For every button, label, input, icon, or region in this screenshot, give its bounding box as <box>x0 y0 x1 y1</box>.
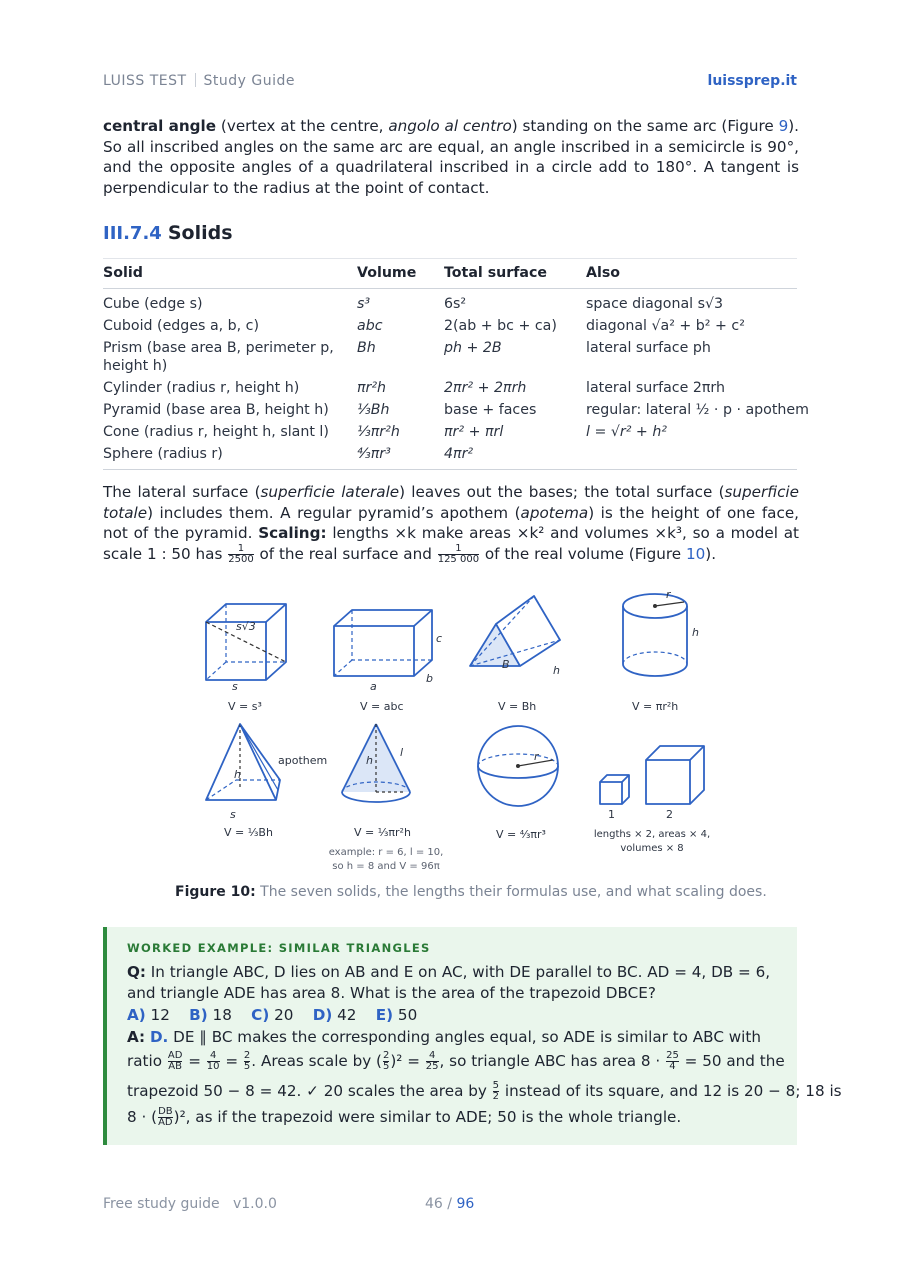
frac-den: 5 <box>243 1061 251 1072</box>
option-value: 42 <box>337 1006 357 1024</box>
cell-solid: Cube (edge s) <box>103 296 203 312</box>
option-letter: C) <box>251 1006 270 1024</box>
answer-text: = 50 and the <box>679 1052 785 1070</box>
p2-term: superficie totale <box>103 483 799 522</box>
prism-formula: V = Bh <box>498 700 537 713</box>
cell-also: lateral surface ph <box>586 340 711 356</box>
p2-term: apotema <box>520 503 589 522</box>
section-heading <box>103 222 233 244</box>
cone-note-line: so h = 8 and V = 96π <box>332 861 440 872</box>
cell-also: space diagonal s√3 <box>586 296 724 312</box>
cylinder-drawing <box>623 594 687 676</box>
cell-surface: 4πr² <box>444 446 474 462</box>
sphere-formula: V = ⁴⁄₃πr³ <box>496 828 546 841</box>
cell-surface: 6s² <box>444 296 467 312</box>
worked-example-box <box>103 927 842 1145</box>
p2-text: ) includes them. A regular pyramid’s apothem ( <box>147 503 521 522</box>
answer-text: trapezoid 50 − 8 = 42. ✓ 20 scales the area by <box>127 1082 492 1100</box>
answer-text: instead of its square, and 12 is 20 − 8; 18 is <box>500 1082 842 1100</box>
cuboid-a-label: a <box>370 680 377 693</box>
options-line <box>127 1006 783 1024</box>
question-label: Q: <box>127 963 146 981</box>
table-bottom-rule <box>103 469 797 470</box>
cell-solid: Prism (base area B, perimeter p, <box>103 340 334 356</box>
intro-term-italian: angolo al centro <box>388 117 512 135</box>
p2-text: of the real volume (Figure <box>480 544 686 563</box>
fraction-surface <box>228 544 253 565</box>
cube-edge-label: s <box>232 680 238 693</box>
cone-slant-label: l <box>400 746 404 759</box>
frac-num: 2 <box>243 1050 251 1061</box>
fraction <box>158 1107 173 1128</box>
cell-surface: base + faces <box>444 402 537 418</box>
footer-label: Free study guide v1.0.0 <box>103 1196 277 1212</box>
answer-label: A: <box>127 1028 146 1046</box>
frac-num: 2 <box>383 1050 390 1061</box>
question-text: In triangle ABC, D lies on AB and E on AC, with DE parallel to BC. AD = 4, DB = 6, <box>145 963 771 981</box>
intro-text-2: ) standing on the same arc (Figure <box>511 117 779 135</box>
caption-text: The seven solids, the lengths their formulas use, and what scaling does. <box>255 884 767 900</box>
frac-den: 10 <box>206 1061 220 1072</box>
cell-volume: ⅓Bh <box>357 402 390 418</box>
pyramid-formula: V = ⅓Bh <box>224 826 273 839</box>
fraction <box>426 1051 439 1072</box>
frac-num: 25 <box>666 1050 679 1061</box>
scaling-note-line: volumes × 8 <box>620 843 684 854</box>
cuboid-b-label: b <box>426 672 433 685</box>
frac-num: 1 <box>237 542 245 554</box>
option-value: 20 <box>274 1006 294 1024</box>
cube-diagonal-label: s√3 <box>236 620 256 633</box>
cuboid-formula: V = abc <box>360 700 404 713</box>
p2-text: ) is the height of one face, not of the pyramid. <box>103 503 800 543</box>
table-row <box>103 421 797 443</box>
p2-scaling-term: Scaling: <box>258 524 327 543</box>
frac-den: 25 <box>425 1061 439 1072</box>
option-letter: E) <box>375 1006 394 1024</box>
question-line <box>127 984 783 1002</box>
cell-solid: Cylinder (radius r, height h) <box>103 380 300 396</box>
pyramid-base-label: s <box>230 808 236 821</box>
frac-num: 5 <box>492 1080 500 1091</box>
figure-10-link[interactable]: 10 <box>685 544 706 563</box>
header-subtitle: Study Guide <box>203 73 296 89</box>
cell-surface: πr² + πrl <box>444 424 504 440</box>
cell-surface: 2(ab + bc + ca) <box>444 318 557 334</box>
frac-den: 2 <box>492 1091 500 1102</box>
option-value: 50 <box>397 1006 418 1024</box>
answer-line <box>127 1107 783 1128</box>
cell-volume: ⁴⁄₃πr³ <box>357 446 391 462</box>
table-row <box>103 377 797 399</box>
answer-line <box>127 1051 783 1072</box>
cell-also: diagonal √a² + b² + c² <box>586 318 745 334</box>
answer-text: = <box>183 1052 206 1070</box>
answer-text: ratio <box>127 1052 167 1070</box>
fraction <box>666 1051 679 1072</box>
col-header-also: Also <box>586 265 621 281</box>
header-title: LUISS TEST <box>103 73 187 89</box>
cone-example-note <box>316 846 456 874</box>
cell-surface: ph + 2B <box>444 340 502 356</box>
answer-text: , so triangle ABC has area 8 · <box>439 1052 666 1070</box>
p2-text: ) leaves out the bases; the total surface ( <box>399 483 725 501</box>
header-left <box>103 73 295 89</box>
table-header-row <box>103 259 797 289</box>
section-title: Solids <box>167 222 233 244</box>
frac-den: AD <box>158 1117 173 1128</box>
answer-line <box>127 1080 842 1102</box>
cube-drawing <box>206 604 286 680</box>
section-number: III.7.4 <box>103 223 162 244</box>
caption-label: Figure 10: <box>175 884 256 900</box>
pyramid-apothem-label: apothem <box>278 754 328 767</box>
surface-paragraph <box>103 482 799 565</box>
intro-text-3: ). So all inscribed angles on the same arc are equal, an angle inscribed in a semicircle is 90°, and the opposite angles of a quadrilateral inscribed in a circle add to 180°. A tangent is perpendicular to the radius at the point of contact. <box>103 117 799 197</box>
scaled-cubes-drawing <box>600 746 704 804</box>
table-row <box>103 337 797 377</box>
frac-den: 125 000 <box>437 553 480 565</box>
col-header-solid: Solid <box>103 265 143 281</box>
cell-volume: abc <box>357 318 383 334</box>
frac-num: DB <box>158 1106 173 1117</box>
answer-text: = <box>220 1052 243 1070</box>
cell-also: l = √r² + h² <box>586 424 667 440</box>
cell-volume: Bh <box>357 340 376 356</box>
p2-term: superficie laterale <box>260 483 400 501</box>
example-tag: WORKED EXAMPLE: SIMILAR TRIANGLES <box>127 941 431 955</box>
col-header-surface: Total surface <box>444 265 548 281</box>
cell-also: lateral surface 2πrh <box>586 380 725 396</box>
prism-drawing <box>470 596 560 666</box>
total-pages[interactable]: 96 <box>456 1196 475 1212</box>
pyramid-drawing <box>206 724 280 800</box>
header-site-link[interactable]: luissprep.it <box>707 73 797 89</box>
answer-choice: D. <box>149 1028 169 1046</box>
cell-solid-cont: height h) <box>103 358 168 374</box>
cell-volume: ⅓πr²h <box>357 424 400 440</box>
frac-den: 4 <box>666 1061 679 1072</box>
fraction <box>244 1051 250 1072</box>
sphere-radius-label: r <box>534 750 539 763</box>
question-line <box>127 963 783 981</box>
frac-num: AD <box>167 1050 183 1061</box>
frac-num: 1 <box>455 542 462 554</box>
cell-solid: Cone (radius r, height h, slant l) <box>103 424 329 440</box>
cell-surface: 2πr² + 2πrh <box>444 380 527 396</box>
fraction <box>207 1051 220 1072</box>
cuboid-drawing <box>334 610 432 676</box>
current-page: 46 <box>425 1196 443 1212</box>
cuboid-c-label: c <box>436 632 443 645</box>
answer-text: )² = <box>390 1052 425 1070</box>
col-header-volume: Volume <box>357 265 417 281</box>
p2-text: of the real surface and <box>254 544 437 563</box>
cylinder-height-label: h <box>692 626 699 639</box>
sphere-drawing <box>478 726 558 806</box>
fraction <box>493 1081 499 1102</box>
fraction <box>383 1051 389 1072</box>
cell-volume: s³ <box>357 296 371 312</box>
term-central-angle: central angle <box>103 117 217 135</box>
frac-den: 5 <box>383 1061 390 1072</box>
page-header <box>103 73 797 93</box>
prism-base-label: B <box>502 658 510 671</box>
solids-table <box>103 259 809 465</box>
cell-also: regular: lateral ½ · p · apothem <box>586 402 809 418</box>
cell-volume: πr²h <box>357 380 387 396</box>
fraction-volume <box>438 544 479 565</box>
fraction <box>168 1051 183 1072</box>
answer-text: 8 · ( <box>127 1108 158 1126</box>
cell-solid: Cuboid (edges a, b, c) <box>103 318 260 334</box>
option-value: 18 <box>212 1006 232 1024</box>
frac-num: 4 <box>209 1050 217 1061</box>
cell-solid: Pyramid (base area B, height h) <box>103 402 329 418</box>
cone-height-label: h <box>366 754 373 767</box>
cylinder-formula: V = πr²h <box>632 700 679 713</box>
page-indicator <box>425 1196 474 1212</box>
answer-text: )², as if the trapezoid were similar to ADE; 50 is the whole triangle. <box>173 1108 682 1126</box>
solids-figure <box>196 584 716 884</box>
page-separator: / <box>442 1196 457 1212</box>
frac-num: 4 <box>428 1050 436 1061</box>
answer-text: . Areas scale by ( <box>251 1052 382 1070</box>
figure-caption <box>175 884 767 900</box>
figure-9-link[interactable]: 9 <box>778 117 789 135</box>
answer-line <box>127 1028 783 1046</box>
header-divider <box>195 73 196 87</box>
cell-solid: Sphere (radius r) <box>103 446 223 462</box>
table-row <box>103 315 797 337</box>
table-row <box>103 399 809 421</box>
cube-formula: V = s³ <box>228 700 262 713</box>
large-cube-label: 2 <box>666 808 673 821</box>
pyramid-height-label: h <box>234 768 241 781</box>
cone-note-line: example: r = 6, l = 10, <box>328 847 444 858</box>
scaling-note-line: lengths × 2, areas × 4, <box>593 829 711 840</box>
intro-text-1: (vertex at the centre, <box>216 117 389 135</box>
cone-formula: V = ⅓πr²h <box>354 826 411 839</box>
p2-text: ). <box>705 544 717 563</box>
option-letter: A) <box>127 1006 146 1024</box>
table-row <box>103 293 797 315</box>
cylinder-radius-label: r <box>666 588 671 601</box>
prism-height-label: h <box>553 664 560 677</box>
small-cube-label: 1 <box>608 808 615 821</box>
question-text: and triangle ADE has area 8. What is the area of the trapezoid DBCE? <box>127 984 656 1002</box>
option-letter: D) <box>312 1006 333 1024</box>
frac-den: AB <box>168 1061 182 1072</box>
p2-text: lengths ×k make areas ×k² and volumes ×k³, so a model at scale 1 : 50 has <box>103 524 799 563</box>
option-letter: B) <box>189 1006 208 1024</box>
p2-text: The lateral surface ( <box>103 483 261 501</box>
table-row <box>103 443 797 465</box>
intro-paragraph <box>103 116 799 198</box>
scaling-note <box>592 828 712 856</box>
frac-den: 2500 <box>228 553 254 565</box>
option-value: 12 <box>150 1006 170 1024</box>
answer-text: DE ∥ BC makes the corresponding angles equal, so ADE is similar to ABC with <box>168 1028 761 1046</box>
cone-drawing <box>342 724 410 802</box>
